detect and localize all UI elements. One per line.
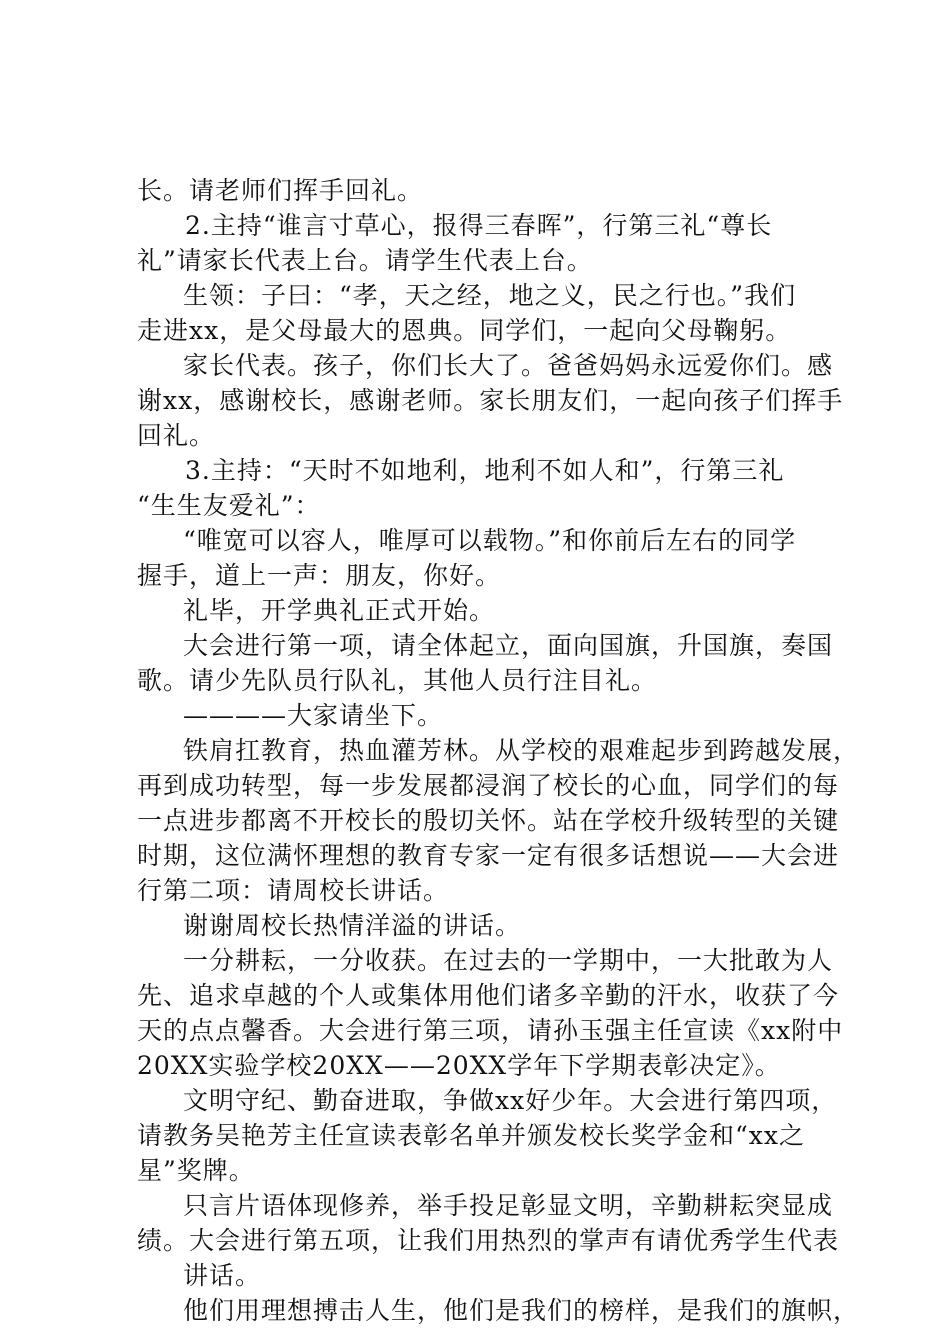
text-line: 讲话。: [183, 1261, 262, 1290]
text-line: 先、追求卓越的个人或集体用他们诸多辛勤的汗水，收获了今: [137, 981, 840, 1010]
text-line: 请教务吴艳芳主任宣读表彰名单并颁发校长奖学金和“xx之: [137, 1121, 805, 1150]
text-line: 一点进步都离不开校长的殷切关怀。站在学校升级转型的关键: [137, 806, 840, 835]
text-line: 歌。请少先队员行队礼，其他人员行注目礼。: [137, 666, 658, 695]
text-line: 铁肩扛教育，热血灌芳林。从学校的艰难起步到跨越发展，: [183, 736, 860, 765]
text-line: 一分耕耘，一分收获。在过去的一学期中，一大批敢为人: [183, 946, 834, 975]
text-line: “生生友爱礼”：: [137, 491, 321, 520]
text-line: 文明守纪、勤奋进取，争做xx好少年。大会进行第四项，: [183, 1086, 838, 1115]
text-line: 星”奖牌。: [137, 1156, 255, 1185]
text-line: 时期，这位满怀理想的教育专家一定有很多话想说——大会进: [137, 841, 840, 870]
text-line: 握手，道上一声：朋友，你好。: [137, 561, 502, 590]
text-line: 绩。大会进行第五项，让我们用热烈的掌声有请优秀学生代表: [137, 1226, 840, 1255]
text-line: ————大家请坐下。: [183, 701, 444, 730]
text-line: 天的点点馨香。大会进行第三项，请孙玉强主任宣读《xx附中: [137, 1016, 844, 1045]
text-line: 大会进行第一项，请全体起立，面向国旗，升国旗，奏国: [183, 631, 834, 660]
text-line: 行第二项：请周校长讲话。: [137, 876, 450, 905]
text-line: 2.主持“谁言寸草心，报得三春晖”，行第三礼“尊长: [185, 211, 773, 240]
text-line: 再到成功转型，每一步发展都浸润了校长的心血，同学们的每: [137, 771, 840, 800]
text-line: 礼毕，开学典礼正式开始。: [183, 596, 496, 625]
text-line: 家长代表。孩子，你们长大了。爸爸妈妈永远爱你们。感: [183, 351, 834, 380]
text-line: 只言片语体现修养，举手投足彰显文明，辛勤耕耘突显成: [183, 1191, 834, 1220]
text-line: “唯宽可以容人，唯厚可以载物。”和你前后左右的同学: [183, 526, 797, 555]
text-line: 长。请老师们挥手回礼。: [137, 176, 424, 205]
text-line: 他们用理想搏击人生，他们是我们的榜样，是我们的旗帜，: [183, 1296, 860, 1325]
text-line: 谢xx，感谢校长，感谢老师。家长朋友们，一起向孩子们挥手: [137, 386, 844, 415]
text-line: 谢谢周校长热情洋溢的讲话。: [183, 911, 522, 940]
text-line: 回礼。: [137, 421, 216, 450]
text-line: 3.主持：“天时不如地利，地利不如人和”，行第三礼: [185, 456, 785, 485]
text-line: 20XX实验学校20XX——20XX学年下学期表彰决定》。: [137, 1051, 781, 1080]
text-line: 走进xx，是父母最大的恩典。同学们，一起向父母鞠躬。: [137, 316, 792, 345]
text-line: 礼”请家长代表上台。请学生代表上台。: [137, 246, 593, 275]
text-line: 生领：子曰：“孝，天之经，地之义，民之行也。”我们: [183, 281, 797, 310]
